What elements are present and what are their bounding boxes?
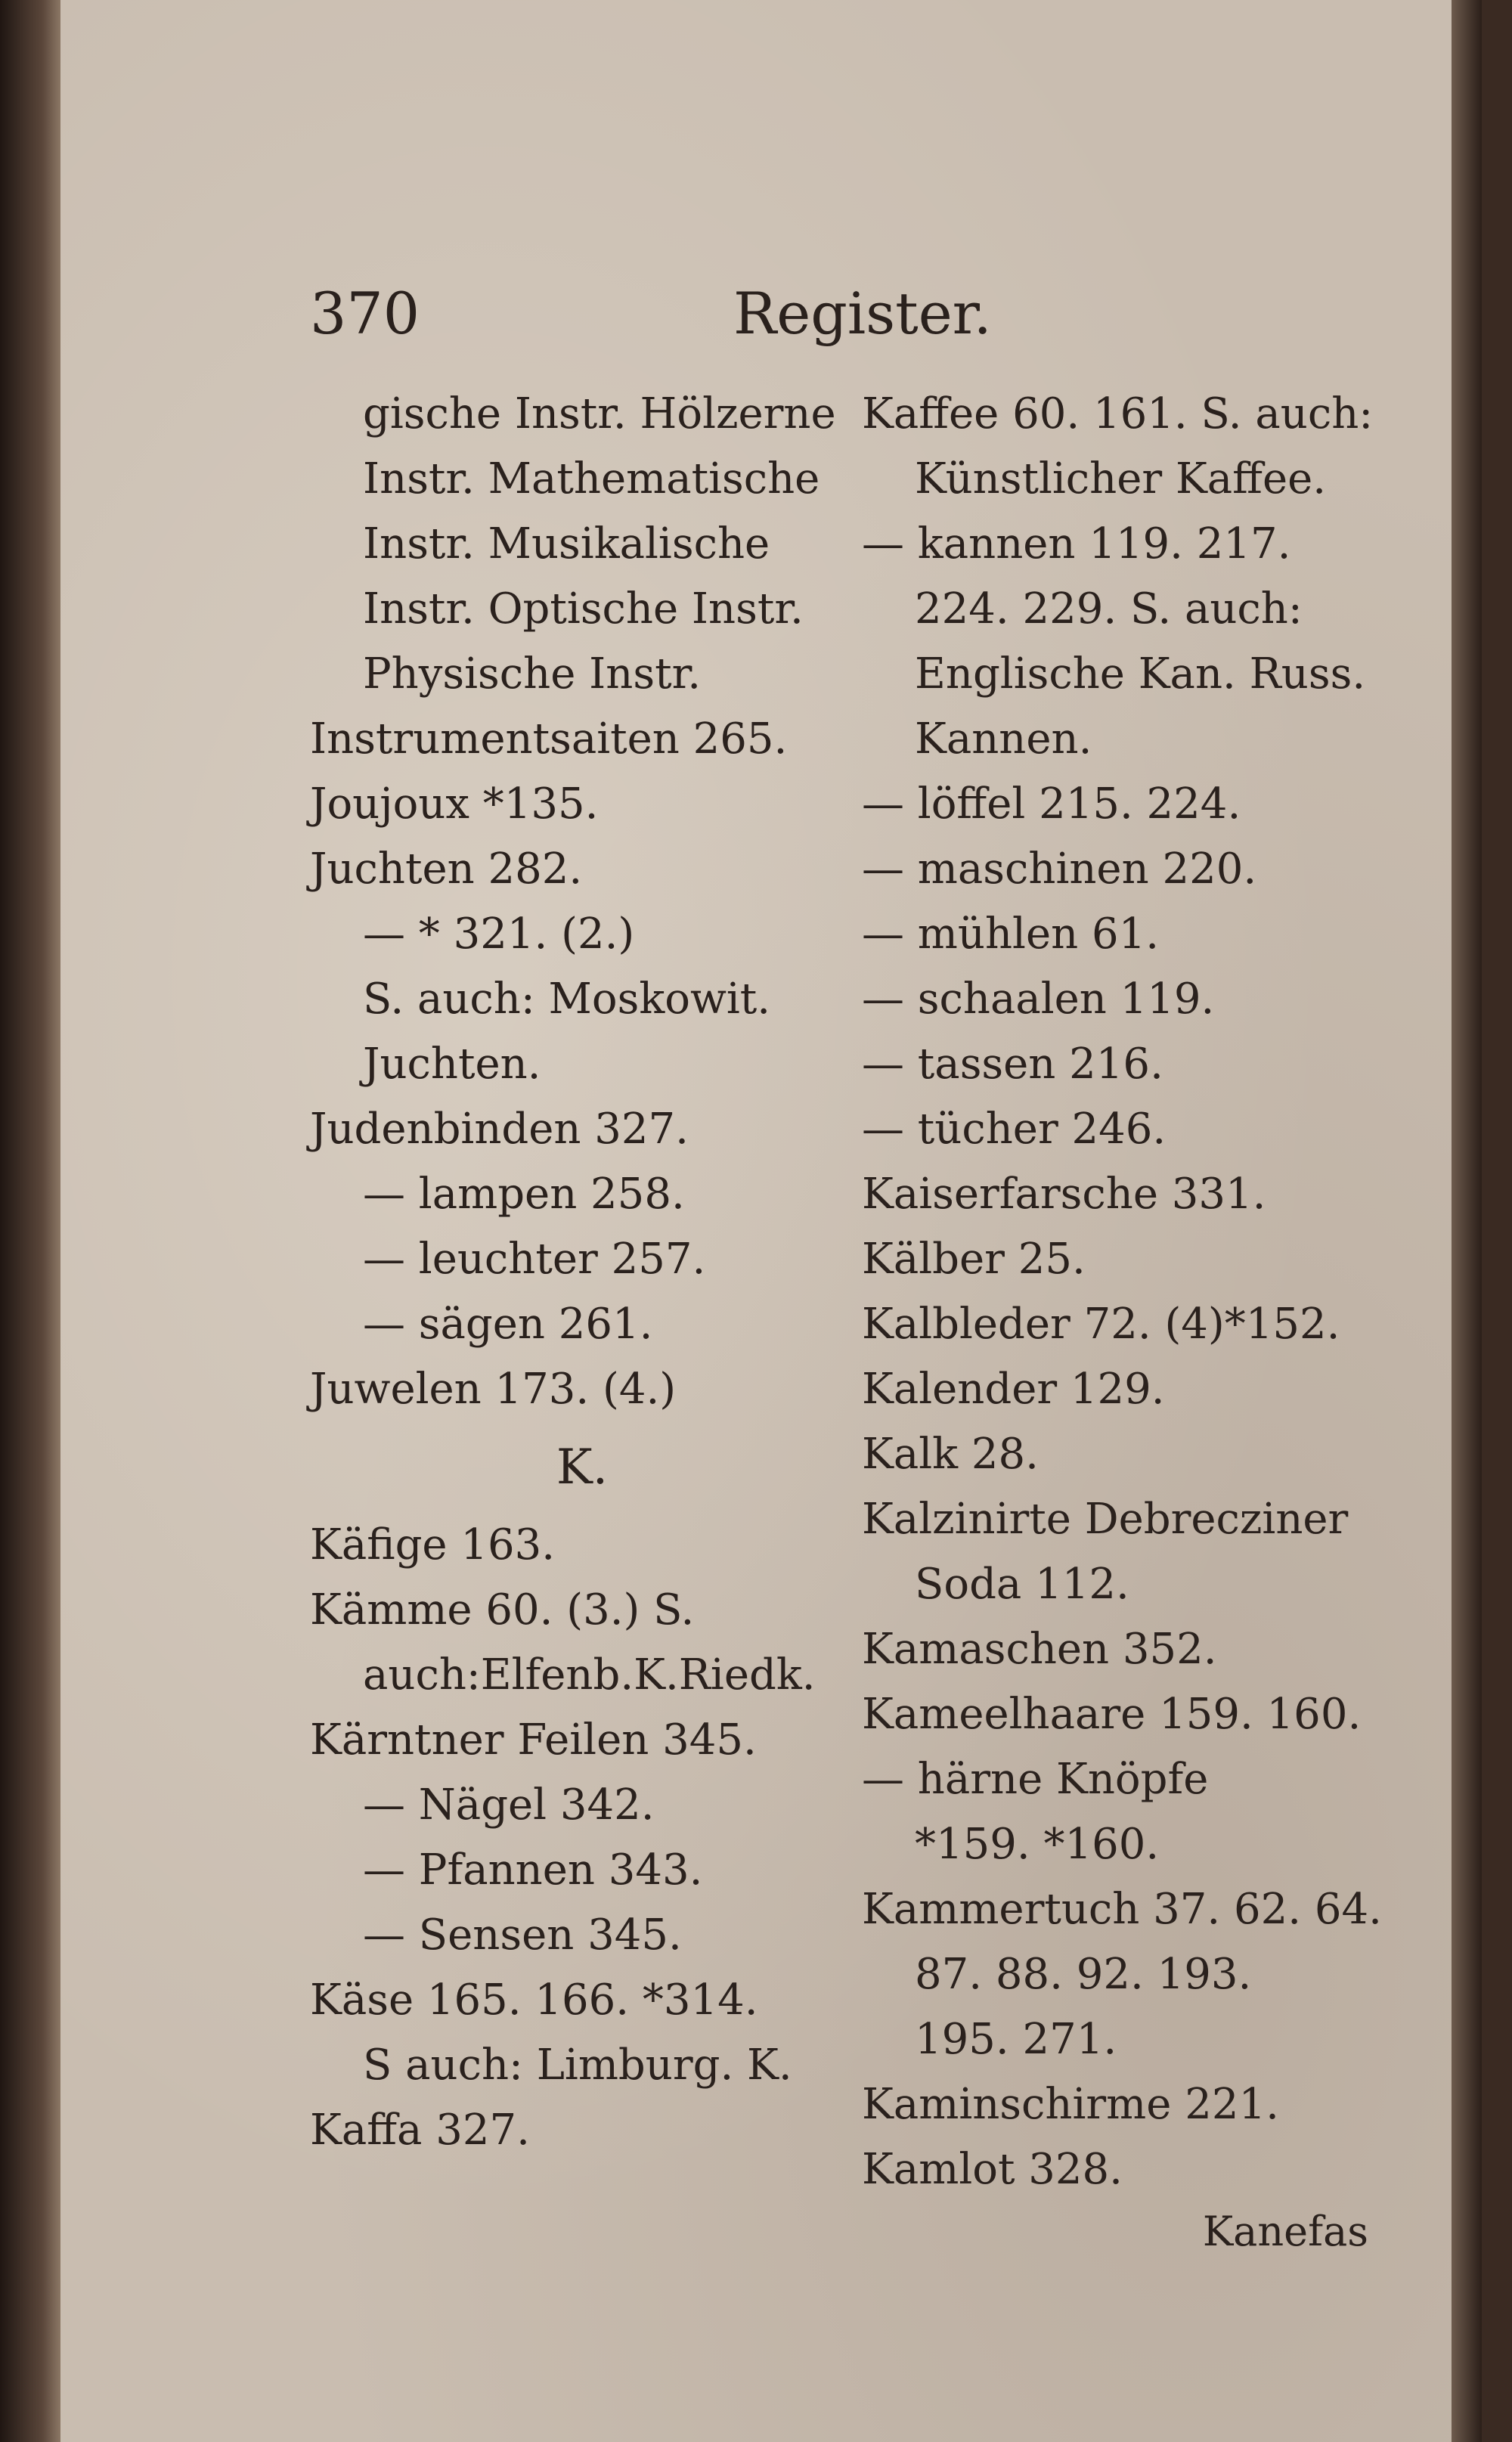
- index-entry: — * 321. (2.): [363, 910, 635, 959]
- index-entry: Kalzinirte Debrecziner: [862, 1495, 1349, 1544]
- index-entry: *159. *160.: [915, 1820, 1160, 1869]
- index-entry: Englische Kan. Russ.: [915, 649, 1366, 699]
- index-entry: Instrumentsaiten 265.: [310, 714, 788, 764]
- index-entry: 87. 88. 92. 193.: [915, 1950, 1252, 1999]
- index-column-left: [310, 382, 854, 2163]
- index-entry: Kälber 25.: [862, 1235, 1086, 1284]
- index-column-right: [862, 382, 1452, 2202]
- index-entry: — löffel 215. 224.: [862, 779, 1241, 829]
- index-entry: — Sensen 345.: [363, 1911, 682, 1960]
- index-entry: — kannen 119. 217.: [862, 519, 1291, 569]
- page-header: [60, 265, 1482, 355]
- index-entry: Judenbinden 327.: [310, 1105, 689, 1154]
- index-entry: Kamaschen 352.: [862, 1625, 1217, 1674]
- index-entry: Kamlot 328.: [862, 2145, 1123, 2194]
- index-entry: Kalender 129.: [862, 1365, 1165, 1414]
- index-entry: — Pfannen 343.: [363, 1845, 703, 1895]
- book-spine: [0, 0, 60, 2442]
- index-entry: 195. 271.: [915, 2015, 1117, 2064]
- index-entry: gische Instr. Hölzerne: [363, 389, 836, 439]
- index-entry: Instr. Mathematische: [363, 454, 820, 504]
- index-entry: Kaminschirme 221.: [862, 2080, 1279, 2129]
- index-entry: Käse 165. 166. *314.: [310, 1976, 758, 2025]
- index-entry: Soda 112.: [915, 1560, 1129, 1609]
- book-page: [60, 0, 1482, 2442]
- index-entry: Kaiserfarsche 331.: [862, 1170, 1266, 1219]
- index-entry: Kalk 28.: [862, 1430, 1039, 1479]
- index-entry: Kämme 60. (3.) S.: [310, 1585, 695, 1635]
- index-entry: — leuchter 257.: [363, 1235, 706, 1284]
- index-entry: — mühlen 61.: [862, 910, 1160, 959]
- index-entry: — tassen 216.: [862, 1040, 1163, 1089]
- running-head: Register.: [733, 280, 992, 347]
- page-number: 370: [310, 280, 420, 347]
- index-entry: Joujoux *135.: [310, 779, 599, 829]
- index-entry: — lampen 258.: [363, 1170, 685, 1219]
- index-entry: Instr. Musikalische: [363, 519, 770, 569]
- index-entry: Kannen.: [915, 714, 1092, 764]
- index-entry: — sägen 261.: [363, 1300, 653, 1349]
- index-entry: — Nägel 342.: [363, 1780, 655, 1830]
- index-entry: 224. 229. S. auch:: [915, 584, 1303, 634]
- index-entry: Juwelen 173. (4.): [310, 1365, 677, 1414]
- index-entry: Kameelhaare 159. 160.: [862, 1690, 1362, 1739]
- index-entry: Kaffee 60. 161. S. auch:: [862, 389, 1374, 439]
- index-entry: auch:Elfenb.K.Riedk.: [363, 1650, 816, 1700]
- index-entry: — schaalen 119.: [862, 975, 1215, 1024]
- index-entry: S. auch: Moskowit.: [363, 975, 771, 1024]
- index-entry: Juchten.: [363, 1040, 541, 1089]
- index-entry: — härne Knöpfe: [862, 1755, 1209, 1804]
- index-entry: Kaffa 327.: [310, 2106, 530, 2155]
- section-letter: K.: [556, 1439, 609, 1495]
- index-entry: Künstlicher Kaffee.: [915, 454, 1327, 504]
- index-entry: — tücher 246.: [862, 1105, 1167, 1154]
- index-entry: — maschinen 220.: [862, 844, 1257, 894]
- index-entry: Käfige 163.: [310, 1520, 556, 1570]
- page-edge: [1452, 0, 1482, 2442]
- index-entry: Kalbleder 72. (4)*152.: [862, 1300, 1340, 1349]
- index-entry: Kammertuch 37. 62. 64.: [862, 1885, 1382, 1934]
- index-entry: S auch: Limburg. K.: [363, 2041, 792, 2090]
- index-entry: Juchten 282.: [310, 844, 583, 894]
- catchword: Kanefas: [1202, 2208, 1368, 2255]
- index-entry: Instr. Optische Instr.: [363, 584, 804, 634]
- index-entry: Physische Instr.: [363, 649, 701, 699]
- index-entry: Kärntner Feilen 345.: [310, 1715, 757, 1765]
